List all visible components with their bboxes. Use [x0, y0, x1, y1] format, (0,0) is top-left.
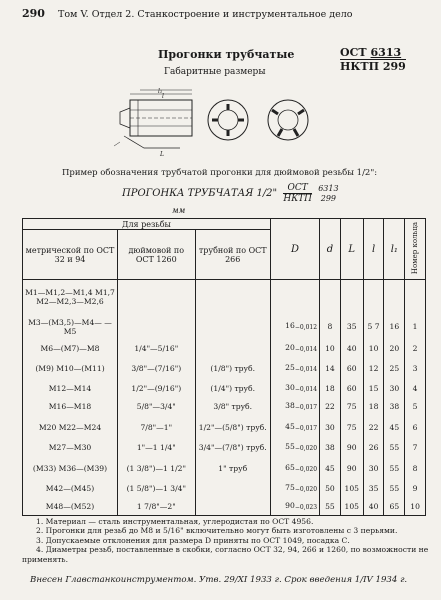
col-header-inch: дюймовой по ОСТ 1260 [118, 230, 196, 280]
cell-l: 10 [363, 340, 384, 357]
note-2: 2. Прогонки для резьб до М8 и 5/16" включительно могут быть изготовлены с 3 перьями. [36, 526, 398, 536]
cell-number: 5 [405, 398, 426, 416]
cell-pipe: 1" труб [195, 457, 270, 480]
cell-L [340, 280, 363, 314]
cell-number: 7 [405, 439, 426, 457]
cell-D [270, 498, 319, 516]
cell-D-value: 75 [285, 483, 295, 492]
cell-L: 90 [340, 439, 363, 457]
table-row [23, 439, 426, 457]
cell-metric: M42—(M45) [23, 480, 118, 498]
cell-D-tolerance: −0,014 [294, 386, 318, 393]
nktp-number: 299 [382, 60, 406, 73]
cell-pipe: (1/4") труб. [195, 380, 270, 398]
cell-number: 10 [405, 498, 426, 516]
cell-pipe: (1/8") труб. [195, 357, 270, 380]
cell-d: 14 [320, 357, 341, 380]
cell-D [270, 398, 319, 416]
designation-numbers [318, 184, 338, 204]
cell-D-value: 38 [285, 401, 295, 410]
cell-inch: 1 7/8"—2" [118, 498, 196, 516]
col-header-d: d [320, 219, 341, 280]
dim-l: l [162, 93, 164, 100]
cell-l: 30 [363, 457, 384, 480]
cell-metric: (M33) M36—(M39) [23, 457, 118, 480]
cell-L: 90 [340, 457, 363, 480]
cell-D-tolerance: −0,020 [294, 465, 318, 473]
cell-D [270, 480, 319, 498]
cell-D [270, 340, 319, 357]
cell-inch: (1 3/8")—1 1/2" [118, 457, 196, 480]
cell-number: 3 [405, 357, 426, 380]
cell-metric: M6—(M7)—M8 [23, 340, 118, 357]
table-row [23, 280, 426, 314]
cell-pipe [195, 340, 270, 357]
cell-number: 4 [405, 380, 426, 398]
cell-l: 26 [363, 439, 384, 457]
col-header-D: D [270, 219, 319, 280]
ost-label: ОСТ [340, 46, 367, 59]
cell-L: 75 [340, 416, 363, 439]
cell-D-tolerance: −0,017 [294, 424, 318, 432]
cell-pipe: 3/8" труб. [195, 398, 270, 416]
cell-metric: M12—M14 [23, 380, 118, 398]
cell-pipe: 1/2"—(5/8") труб. [195, 416, 270, 439]
cell-pipe [195, 480, 270, 498]
cell-d: 55 [320, 498, 341, 516]
table-row [23, 457, 426, 480]
cell-l: 40 [363, 498, 384, 516]
col-number-label: Номер кольца [410, 221, 419, 275]
nktp-label: НКТП [340, 60, 379, 73]
cell-D [270, 380, 319, 398]
cell-D [270, 314, 319, 340]
cell-d: 50 [320, 480, 341, 498]
cell-l1 [384, 280, 405, 314]
cell-d: 10 [320, 340, 341, 357]
cell-inch: (1 5/8")—1 3/4" [118, 480, 196, 498]
cell-D-value: 16 [285, 321, 295, 330]
unit-label: мм [172, 206, 186, 215]
cell-l [363, 280, 384, 314]
group-header: Для резьбы [23, 219, 271, 230]
cell-D [270, 439, 319, 457]
document-subtitle: Габаритные размеры [164, 67, 266, 77]
col-header-number [405, 219, 426, 280]
cell-D [270, 280, 319, 314]
table-row [23, 314, 426, 340]
dimensions-table [22, 218, 426, 516]
cell-number [405, 280, 426, 314]
table-row [23, 398, 426, 416]
standard-code [340, 46, 406, 73]
designation-fraction [283, 183, 312, 204]
fraction-top: ОСТ [283, 183, 312, 194]
col-header-metric: метрической по ОСТ 32 и 94 [23, 230, 118, 280]
cell-number: 6 [405, 416, 426, 439]
cell-inch: 7/8"—1" [118, 416, 196, 439]
example-caption: Пример обозначения трубчатой прогонки для дюймовой резьбы 1/2": [62, 168, 378, 178]
cell-D-value: 25 [285, 362, 295, 372]
number-bottom: 299 [320, 193, 337, 203]
cell-pipe [195, 314, 270, 340]
cell-d: 38 [320, 439, 341, 457]
cell-D [270, 457, 319, 480]
cell-d [320, 280, 341, 314]
cell-l1: 55 [384, 457, 405, 480]
page-header [22, 7, 353, 20]
cell-number: 9 [405, 480, 426, 498]
cell-D-value: 30 [285, 383, 295, 392]
cell-number: 1 [405, 314, 426, 340]
cell-L: 75 [340, 398, 363, 416]
col-header-l: l [363, 219, 384, 280]
cell-inch: 1"—1 1/4" [118, 439, 196, 457]
cell-D [270, 416, 319, 439]
cell-inch: 3/8"—(7/16") [118, 357, 196, 380]
cell-D-tolerance: −0,014 [294, 365, 318, 373]
cell-inch: 1/4"—5/16" [118, 340, 196, 357]
header-text: Том V. Отдел 2. Станкостроение и инструментальное дело [58, 9, 353, 20]
cell-D-value: 45 [285, 421, 295, 431]
fraction-bottom: НКТП [283, 194, 313, 204]
cell-l1: 55 [384, 439, 405, 457]
cell-D-tolerance: −0,012 [294, 324, 318, 331]
cell-metric: M3—(M3,5)—M4— —M5 [23, 314, 118, 340]
end-view-2 [268, 100, 308, 140]
table-row [23, 380, 426, 398]
cell-metric: M20 M22—M24 [23, 416, 118, 439]
cell-D-tolerance: −0,017 [294, 404, 318, 411]
cell-l: 5 7 [363, 314, 384, 340]
designation-lead: ПРОГОНКА ТРУБЧАТАЯ 1/2" [122, 188, 278, 199]
table-row [23, 340, 426, 357]
notes-section [22, 517, 432, 564]
cell-D-value: 90 [285, 500, 295, 510]
note-4: 4. Диаметры резьб, поставленные в скобки, согласно ОСТ 32, 94, 266 и 1260, по возможности не применять. [22, 545, 429, 564]
cell-metric: M27—M30 [23, 439, 118, 457]
cell-L: 35 [340, 314, 363, 340]
cell-D-tolerance: −0,020 [294, 445, 318, 452]
cell-l: 35 [363, 480, 384, 498]
cell-L: 105 [340, 480, 363, 498]
cell-l1: 16 [384, 314, 405, 340]
cell-D-tolerance: −0,014 [294, 345, 318, 353]
note-3: 3. Допускаемые отклонения для размера D приняты по ОСТ 1049, посадка С. [36, 535, 350, 545]
cell-number: 8 [405, 457, 426, 480]
cell-L: 60 [340, 380, 363, 398]
cell-metric: M48—(M52) [23, 498, 118, 516]
cell-D-value: 20 [285, 342, 295, 352]
col-header-L: L [340, 219, 363, 280]
example-designation [122, 183, 339, 204]
table-body [23, 280, 426, 516]
cell-l1: 25 [384, 357, 405, 380]
cell-number: 2 [405, 340, 426, 357]
col-header-l1: l₁ [384, 219, 405, 280]
cell-l: 15 [363, 380, 384, 398]
table-row [23, 480, 426, 498]
table-row [23, 416, 426, 439]
cell-L: 60 [340, 357, 363, 380]
cell-l: 18 [363, 398, 384, 416]
cell-D-tolerance: −0,020 [294, 486, 318, 493]
cell-inch [118, 280, 196, 314]
cell-inch: 1/2"—(9/16") [118, 380, 196, 398]
number-top: 6313 [318, 183, 339, 193]
note-1: 1. Материал — сталь инструментальная, углеродистая по ОСТ 4956. [36, 517, 314, 526]
cell-pipe: 3/4"—(7/8") труб. [195, 439, 270, 457]
ost-number: 6313 [370, 46, 402, 59]
cell-L: 40 [340, 340, 363, 357]
cell-d: 30 [320, 416, 341, 439]
cell-L: 105 [340, 498, 363, 516]
cell-D-value: 55 [285, 442, 295, 451]
cell-inch [118, 314, 196, 340]
cell-l1: 30 [384, 380, 405, 398]
cell-l1: 45 [384, 416, 405, 439]
cell-D-tolerance: −0,023 [294, 503, 318, 511]
cell-d: 8 [320, 314, 341, 340]
cell-l: 22 [363, 416, 384, 439]
cell-pipe [195, 498, 270, 516]
cell-l1: 55 [384, 480, 405, 498]
dim-l1: l₁ [158, 88, 163, 95]
cell-l1: 65 [384, 498, 405, 516]
cell-l1: 20 [384, 340, 405, 357]
cell-d: 18 [320, 380, 341, 398]
page-number: 290 [22, 7, 45, 20]
cell-pipe [195, 280, 270, 314]
cell-metric: M16—M18 [23, 398, 118, 416]
cell-metric: (M9) M10—(M11) [23, 357, 118, 380]
cell-inch: 5/8"—3/4" [118, 398, 196, 416]
cell-d: 22 [320, 398, 341, 416]
cell-metric: M1—M1,2—M1,4 M1,7 M2—M2,3—M2,6 [23, 280, 118, 314]
footer-note: Внесен Главстанкоинструментом. Утв. 29/XI 1933 г. Срок введения 1/IV 1934 г. [30, 575, 408, 585]
cell-d: 45 [320, 457, 341, 480]
cell-l: 12 [363, 357, 384, 380]
cell-D-value: 65 [285, 462, 295, 472]
cell-l1: 38 [384, 398, 405, 416]
technical-drawing [110, 86, 330, 164]
cell-D [270, 357, 319, 380]
table-row [23, 357, 426, 380]
document-title: Прогонки трубчатые [158, 48, 295, 61]
dim-L: L [160, 151, 164, 158]
table-row [23, 498, 426, 516]
col-header-pipe: трубной по ОСТ 266 [195, 230, 270, 280]
